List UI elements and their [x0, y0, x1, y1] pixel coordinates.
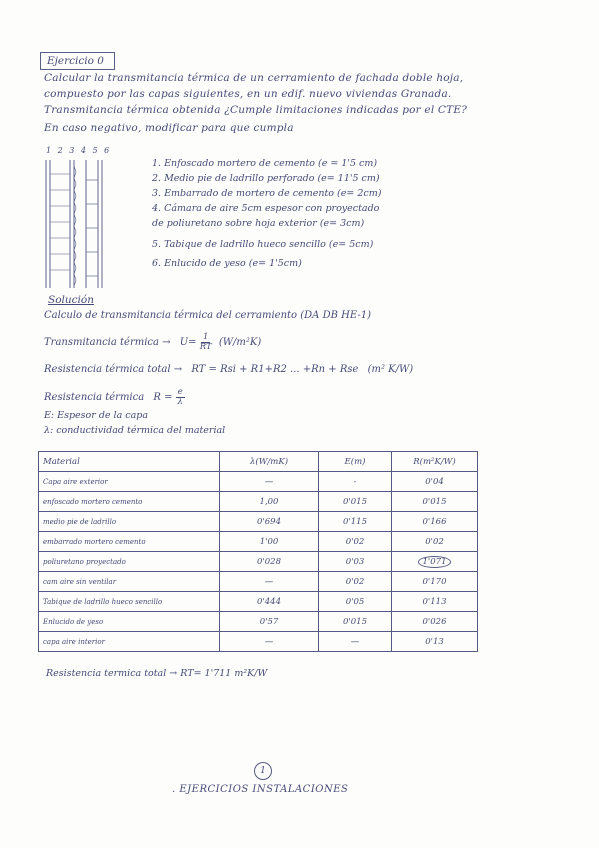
solution-line-calc: Calculo de transmitancia térmica del cerramiento (DA DB HE-1): [44, 310, 371, 321]
u-numerator: 1: [202, 332, 209, 342]
highlighted-value: 1'071: [418, 556, 452, 568]
cell-thickness: -: [319, 472, 392, 492]
footer-text: . EJERCICIOS INSTALACIONES: [172, 784, 349, 795]
header-resistance: R(m²K/W): [392, 452, 478, 472]
r-symbol: R =: [153, 392, 173, 403]
table-row: [39, 632, 478, 652]
wall-section-drawing: [40, 160, 130, 288]
cell-material: poliuretano proyectado: [39, 552, 220, 572]
u-denominator: RT: [199, 342, 212, 352]
cell-resistance: 0'13: [392, 632, 478, 652]
table-row: [39, 512, 478, 532]
layer-item: 2. Medio pie de ladrillo perforado (e= 11'5 cm): [152, 173, 380, 184]
r-numerator: e: [177, 387, 183, 397]
cell-lambda: 0'694: [220, 512, 319, 532]
rt-sum: RT = Rsi + R1+R2 ... +Rn + Rse: [191, 364, 359, 375]
table-header-row: [39, 452, 478, 472]
cell-lambda: 1'00: [220, 532, 319, 552]
cell-thickness: 0'015: [319, 492, 392, 512]
cell-lambda: —: [220, 572, 319, 592]
layers-list: [152, 156, 381, 271]
cell-thickness: 0'015: [319, 612, 392, 632]
exercise-title: Ejercicio 0: [40, 52, 115, 70]
cell-thickness: 0'115: [319, 512, 392, 532]
statement-line-2: compuesto por las capas siguientes, en un edif. nuevo viviendas Granada.: [44, 88, 452, 100]
cell-resistance: [392, 552, 478, 572]
cell-material: Enlucido de yeso: [39, 612, 220, 632]
u-fraction: [200, 333, 212, 352]
cell-resistance: 0'166: [392, 512, 478, 532]
statement-line-1: Calcular la transmitancia térmica de un cerramiento de fachada doble hoja,: [44, 72, 464, 84]
total-resistance: Resistencia termica total → RT= 1'711 m²K/W: [46, 668, 268, 679]
statement-line-3: Transmitancia térmica obtenida ¿Cumple limitaciones indicadas por el CTE?: [44, 104, 468, 116]
table-row: [39, 592, 478, 612]
layer-item: 3. Embarrado de mortero de cemento (e= 2cm): [152, 188, 382, 199]
cell-material: capa aire interior: [39, 632, 220, 652]
cell-resistance: 0'170: [392, 572, 478, 592]
transmittance-label: Transmitancia térmica →: [44, 337, 171, 348]
cell-material: Tabique de ladrillo hueco sencillo: [39, 592, 220, 612]
cell-material: Capa aire exterior: [39, 472, 220, 492]
cell-material: enfoscado mortero cemento: [39, 492, 220, 512]
page-number: 1: [254, 762, 272, 780]
legend-conductivity: λ: conductividad térmica del material: [44, 425, 226, 436]
resistance-label: Resistencia térmica: [44, 392, 145, 403]
cell-material: embarrado mortero cemento: [39, 532, 220, 552]
cell-material: cam aire sin ventilar: [39, 572, 220, 592]
cell-resistance: 0'015: [392, 492, 478, 512]
u-symbol: U=: [179, 337, 197, 348]
table-row: [39, 572, 478, 592]
cell-thickness: —: [319, 632, 392, 652]
resistance-total-formula: [44, 364, 413, 375]
statement-line-4: En caso negativo, modificar para que cumpla: [44, 122, 294, 134]
transmittance-formula: [44, 333, 261, 352]
header-lambda: λ(W/mK): [220, 452, 319, 472]
cell-lambda: —: [220, 472, 319, 492]
cell-thickness: 0'05: [319, 592, 392, 612]
solution-title: Solución: [48, 294, 94, 306]
table-row: [39, 552, 478, 572]
cell-thickness: 0'02: [319, 572, 392, 592]
table-row: [39, 492, 478, 512]
cell-resistance: 0'113: [392, 592, 478, 612]
u-unit: (W/m²K): [218, 337, 262, 348]
r-fraction: [176, 388, 185, 407]
resistance-formula: [44, 388, 185, 407]
table-row: [39, 612, 478, 632]
cell-resistance: 0'04: [392, 472, 478, 492]
header-material: Material: [39, 452, 220, 472]
layer-item: de poliuretano sobre hoja exterior (e= 3cm): [152, 218, 365, 229]
layer-item: 4. Cámara de aire 5cm espesor con proyectado: [152, 203, 380, 214]
cell-lambda: 1,00: [220, 492, 319, 512]
cell-material: medio pie de ladrillo: [39, 512, 220, 532]
layer-item: 1. Enfoscado mortero de cemento (e = 1'5 cm): [152, 158, 378, 169]
header-thickness: E(m): [319, 452, 392, 472]
r-denominator: λ: [177, 397, 183, 407]
rt-unit: (m² K/W): [367, 364, 414, 375]
wall-layer-numbers: 1 2 3 4 5 6: [46, 146, 112, 155]
cell-resistance: 0'02: [392, 532, 478, 552]
table-row: [39, 532, 478, 552]
cell-thickness: 0'03: [319, 552, 392, 572]
cell-lambda: —: [220, 632, 319, 652]
table-row: [39, 472, 478, 492]
layer-item: 6. Enlucido de yeso (e= 1'5cm): [152, 258, 302, 269]
materials-table: [38, 451, 478, 652]
cell-resistance: 0'026: [392, 612, 478, 632]
cell-lambda: 0'57: [220, 612, 319, 632]
resistance-total-label: Resistencia térmica total →: [44, 364, 183, 375]
cell-lambda: 0'444: [220, 592, 319, 612]
cell-thickness: 0'02: [319, 532, 392, 552]
cell-lambda: 0'028: [220, 552, 319, 572]
layer-item: 5. Tabique de ladrillo hueco sencillo (e= 5cm): [152, 239, 374, 250]
legend-thickness: E: Espesor de la capa: [44, 410, 148, 421]
